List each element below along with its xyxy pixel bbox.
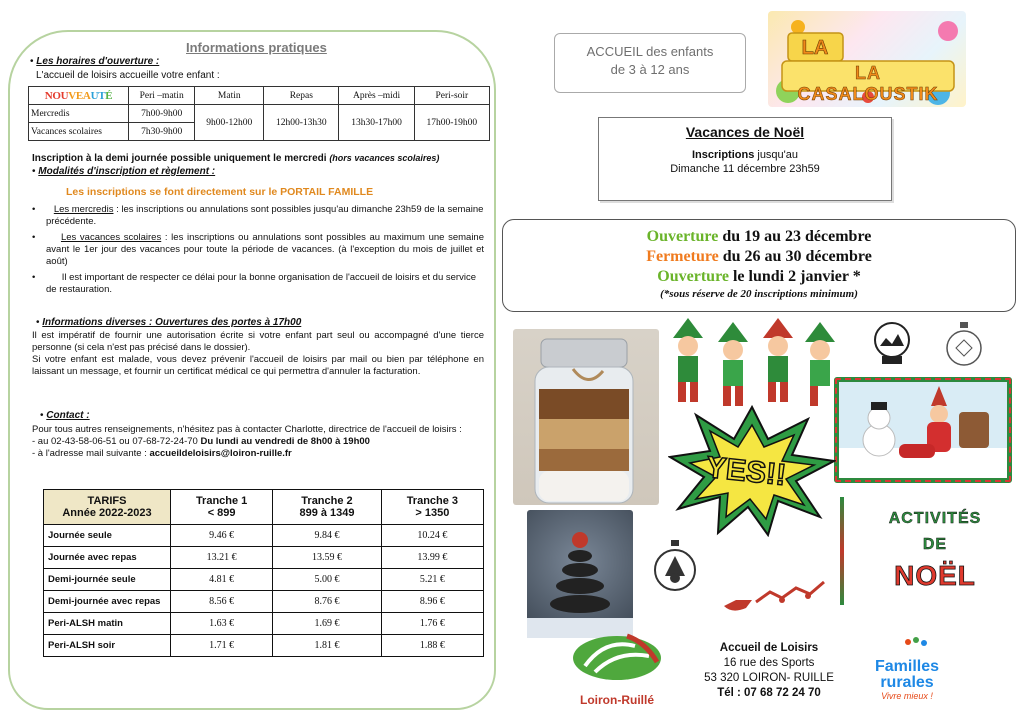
header-apres-midi: Après –midi [339,87,414,105]
snowglobe-icon [872,320,912,366]
vacances-box [598,117,892,201]
list-item: • Les mercredis : les inscriptions ou annulations sont possibles jusqu'au dimanche 23h59 de la semaine précédente. [32,204,484,227]
yes-text: YES!! [704,450,788,493]
reserve-note: (*sous réserve de 20 inscriptions minimum) [660,288,858,300]
tranche-header: Tranche 2 899 à 1349 [273,490,382,525]
contact-text: Pour tous autres renseignements, n'hésitez pas à contacter Charlotte, directrice de l'accueil de loisirs : - au 02-43-58-06-51 ou 07-68-72-24-70 Du lundi au vendredi de 8h00 à 19h00 - à l'adresse mail suivante : accueildeloisirs@loiron-ruille.fr [32,424,462,459]
inscriptions-deadline: Inscriptions jusqu'au Dimanche 11 décembre 23h59 [670,149,820,175]
contact-heading: • Contact : [40,410,90,421]
sleigh-icon [722,578,832,620]
nouveaute-badge: NOUVEAUTÉ [29,87,129,105]
jar-icon [513,329,659,505]
familles-rurales-logo: Familles rurales Vivre mieux ! [862,634,952,708]
fermeture-line: Fermeture du 26 au 30 décembre [646,248,872,265]
stone-tree-photo [527,510,633,638]
portail-famille-note: Les inscriptions se font directement sur le PORTAIL FAMILLE [66,186,374,198]
ouverture-line-1: Ouverture du 19 au 23 décembre [646,228,872,245]
accueil-box: ACCUEIL des enfants de 3 à 12 ans [554,33,746,93]
hours-table [28,86,490,141]
tarifs-header: TARIFS Année 2022-2023 [44,490,171,525]
decor-bar [840,497,844,605]
yes-burst [668,405,836,537]
demi-journee-note: Inscription à la demi journée possible uniquement le mercredi (hors vacances scolaires) [32,153,440,164]
casaloustik-text: LA CASALOUSTIK [797,63,939,104]
footer-street: 16 rue des Sports [723,657,815,669]
list-item: • Il est important de respecter ce délai pour la bonne organisation de l'accueil de loisirs et du service de restauration. [32,272,476,295]
santa-snowman-image [834,377,1012,483]
contact-email[interactable]: accueildeloisirs@loiron-ruille.fr [149,448,292,459]
gnome-ornament-icon [651,540,699,594]
stone-stack-icon [527,510,633,638]
modalites-heading: • Modalités d'inscription et règlement : [32,166,216,177]
cell-peri-soir: 17h00-19h00 [414,105,489,141]
familles-rurales-icon [862,634,952,654]
row-mercredis: Mercredis [29,105,129,123]
cookie-jar-photo [513,329,659,505]
table-row: Demi-journée avec repas 8.56 € 8.76 € 8.96 € [44,591,484,613]
footer-address [688,641,850,701]
footer-city: 53 320 LOIRON- RUILLE [704,672,834,684]
elves-icon [663,318,838,408]
cell-peri-matin-vacances: 7h30-9h00 [129,123,195,141]
casaloustik-logo [768,11,966,107]
table-row: Journée seule 9.46 € 9.84 € 10.24 € [44,525,484,547]
info-title: Informations pratiques [186,40,327,55]
dates-box [502,219,1016,312]
footer-phone: Tél : 07 68 72 24 70 [717,687,821,699]
header-peri-soir: Peri-soir [414,87,489,105]
ornament-icon [944,322,984,368]
modalites-list [32,204,484,296]
horaires-intro: L'accueil de loisirs accueille votre enfant : [36,70,220,81]
diverses-heading: • Informations diverses : Ouvertures des portes à 17h00 [36,317,302,328]
cell-matin: 9h00-12h00 [195,105,264,141]
header-repas: Repas [264,87,339,105]
tranche-header: Tranche 3 > 1350 [381,490,483,525]
footer-title: Accueil de Loisirs [719,642,819,654]
cell-repas: 12h00-13h30 [264,105,339,141]
cell-apres-midi: 13h30-17h00 [339,105,414,141]
contact-hours: Du lundi au vendredi de 8h00 à 19h00 [197,436,370,447]
activites-noel-title: ACTIVITÉS DE NOËL [888,510,982,591]
row-vacances: Vacances scolaires [29,123,129,141]
header-peri-matin: Peri –matin [129,87,195,105]
svg-text:LA: LA [801,37,829,59]
table-row: Peri-ALSH matin 1.63 € 1.69 € 1.76 € [44,613,484,635]
table-row: Demi-journée seule 4.81 € 5.00 € 5.21 € [44,569,484,591]
tranche-header: Tranche 1 < 899 [171,490,273,525]
header-matin: Matin [195,87,264,105]
cell-peri-matin-mercredi: 7h00-9h00 [129,105,195,123]
vacances-title: Vacances de Noël [685,124,805,140]
contact-phone: - au 02-43-58-06-51 ou 07-68-72-24-70 [32,436,198,447]
loiron-logo-icon [565,632,669,686]
tarifs-table [43,489,484,657]
santa-icon [839,382,1007,478]
loiron-ruille-logo: Loiron-Ruillé [565,632,669,704]
diverses-text: Il est impératif de fournir une autorisation écrite si votre enfant part seul ou accompagné d'une tierce personne (si cela n'est pas précisé dans le dossier). Si votre enfant est malade, vous devez prévenir l'accueil de loisirs par mail ou bien par téléphone en laissant un message, et fournir un certificat médical ce qui permettra d'annuler la facturation. [32,330,484,377]
table-row: Journée avec repas 13.21 € 13.59 € 13.99 € [44,547,484,569]
elves-illustration [663,318,838,408]
ouverture-line-2: Ouverture le lundi 2 janvier * [657,268,861,285]
list-item: • Les vacances scolaires : les inscriptions ou annulations sont possibles au maximum une semaine avant le 1er jour des vacances pour toute la période de vacances. (à l'exception du mois de juillet et août) [32,232,484,267]
table-row: Peri-ALSH soir 1.71 € 1.81 € 1.88 € [44,635,484,657]
horaires-heading: • Les horaires d'ouverture : [30,56,160,67]
